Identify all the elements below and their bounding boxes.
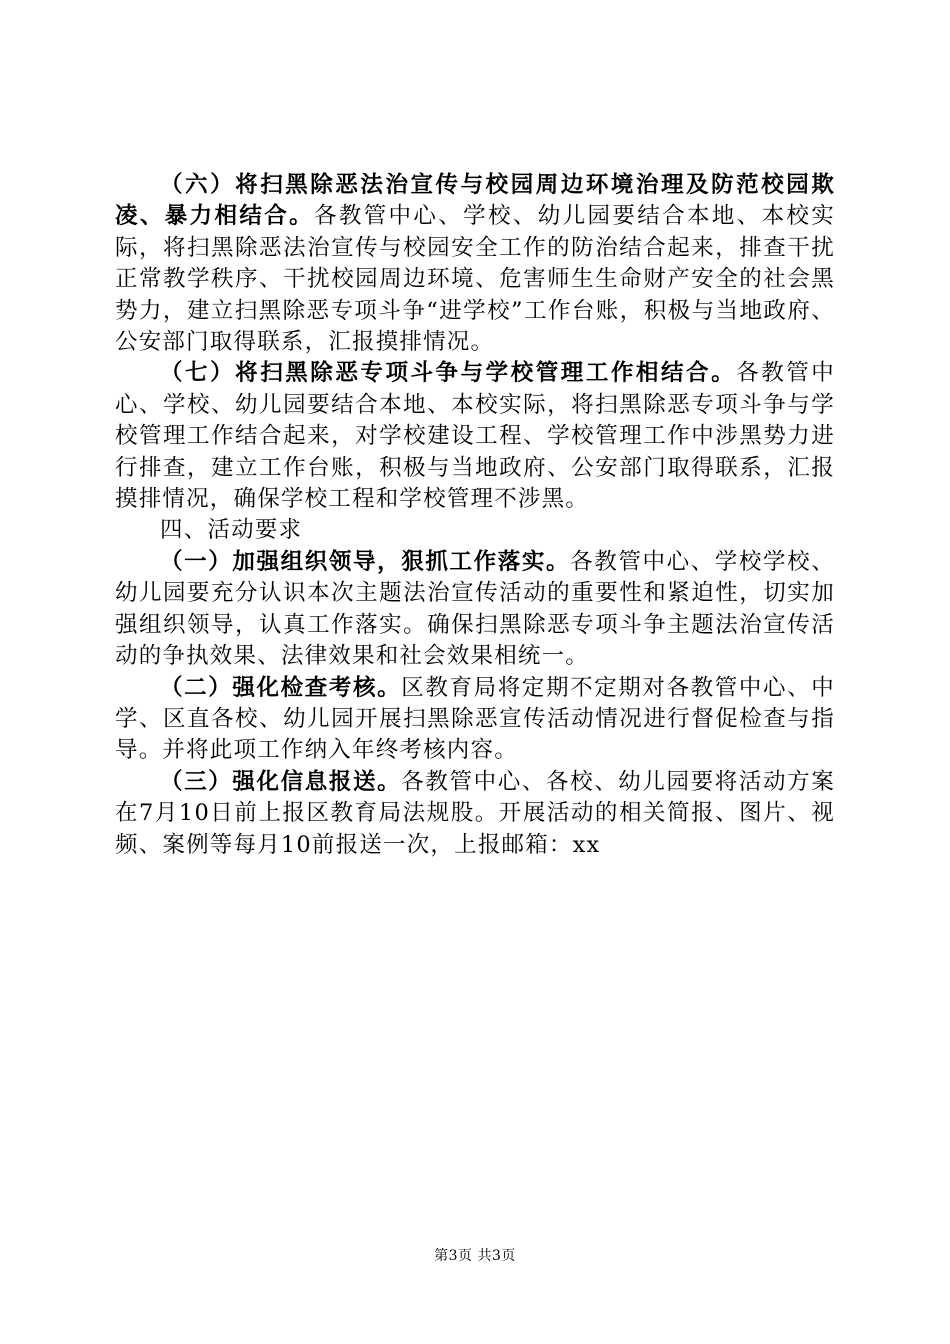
paragraph-heading: （六）将扫黑除恶法治宣传与校园周边环境治理及防范校园欺凌、暴力相结合。 bbox=[115, 172, 835, 230]
paragraph-text: 区教育局将定期不定期对各教管中心、中学、区直各校、幼儿园开展扫黑除恶宣传活动情况进行督促检查与指导。并将此项工作纳入年终考核内容。 bbox=[115, 674, 835, 764]
paragraph-text: 各教管中心、学校学校、幼儿园要充分认识本次主题法治宣传活动的重要性和紧迫性，切实加强组织领导，认真工作落实。确保扫黑除恶专项斗争主题法治宣传活动的争执效果、法律效果和社会效果相统一。 bbox=[115, 548, 835, 670]
paragraph-text: 各教管中心、各校、幼儿园要将活动方案在7月10日前上报区教育局法规股。开展活动的相关简报、图片、视频、案例等每月10前报送一次，上报邮箱：xx bbox=[115, 768, 835, 858]
paragraph-6 bbox=[115, 170, 835, 358]
page-number-footer: 第3页 共3页 bbox=[434, 1248, 516, 1264]
paragraph-7 bbox=[115, 358, 835, 515]
paragraph-heading: （七）将扫黑除恶专项斗争与学校管理工作相结合。 bbox=[160, 360, 737, 387]
paragraph-text: 各教管中心、学校、幼儿园要结合本地、本校实际，将扫黑除恶专项斗争与学校管理工作结合起来，对学校建设工程、学校管理工作中涉黑势力进行排查，建立工作台账，积极与当地政府、公安部门取得联系，汇报摸排情况，确保学校工程和学校管理不涉黑。 bbox=[115, 360, 835, 513]
requirement-1 bbox=[115, 547, 835, 673]
paragraph-heading: （一）加强组织领导，狠抓工作落实。 bbox=[160, 548, 571, 575]
paragraph-text: 各教管中心、学校、幼儿园要结合本地、本校实际，将扫黑除恶法治宣传与校园安全工作的防治结合起来，排查干扰正常教学秩序、干扰校园周边环境、危害师生生命财产安全的社会黑势力，建立扫黑除恶专项斗争“进学校”工作台账，积极与当地政府、公安部门取得联系，汇报摸排情况。 bbox=[115, 203, 836, 356]
paragraph-heading: （三）强化信息报送。 bbox=[160, 768, 402, 795]
requirement-3 bbox=[115, 767, 835, 861]
paragraph-heading: （二）强化检查考核。 bbox=[160, 674, 402, 701]
document-body bbox=[115, 170, 835, 861]
section-heading-requirements bbox=[115, 515, 835, 546]
requirement-2 bbox=[115, 673, 835, 767]
section-heading-text: 四、活动要求 bbox=[160, 517, 303, 544]
